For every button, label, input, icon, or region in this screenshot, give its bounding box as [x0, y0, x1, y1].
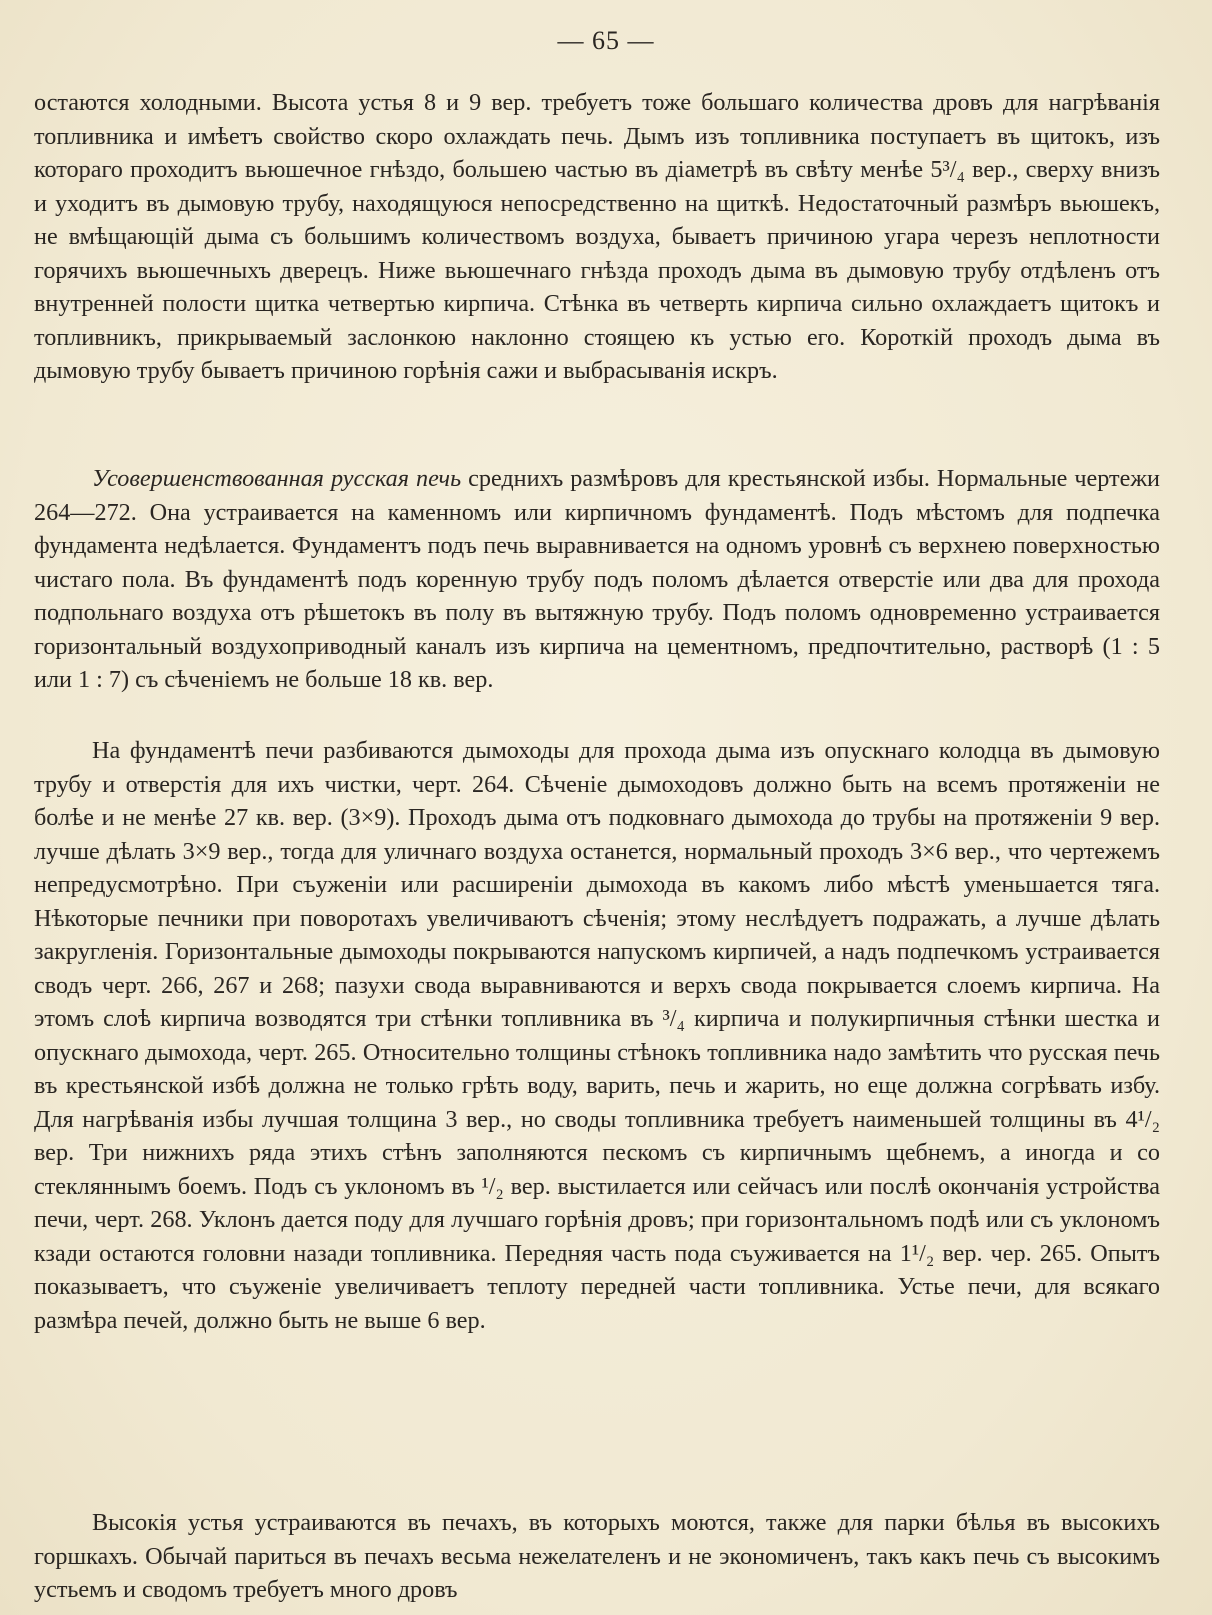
paragraph-text: среднихъ размѣровъ для крестьянской избы. Нормальные чертежи 264—272. Она устраивается на каменномъ или кирпичномъ фундаментѣ. Подъ мѣстомъ для подпечка фундамента недѣлается. Фундаментъ подъ печь выравнивается на одномъ уровнѣ съ верхнею поверхностью чистаго пола. Въ фундаментѣ подъ коренную трубу подъ поломъ дѣлается отверстіе или два для прохода подпольнаго воздуха отъ рѣшетокъ въ полу въ вытяжную трубу. Подъ поломъ одновременно устраивается горизонтальный воздухоприводный каналъ изъ кирпича на цементномъ, предпочтительно, растворѣ (1 : 5 или 1 : 7) съ сѣченіемъ не больше 18 кв. вер. [34, 465, 1160, 693]
paragraph-lead-italic: Усовершенствованная русская печь [92, 465, 462, 492]
paragraph-text: На фундаментѣ печи разбиваются дымоходы для прохода дыма изъ опускнаго колодца въ дымовую трубу и отверстія для ихъ чистки, черт. 264. Сѣченіе дымоходовъ должно быть на всемъ протяженіи не болѣе и не менѣе 27 кв. вер. (3×9). Проходъ дыма отъ подковнаго дымохода до трубы на протяженіи 9 вер. лучше дѣлать 3×9 вер., тогда для уличнаго воздуха останется, нормальный проходъ 3×6 вер., что чертежемъ непредусмотрѣно. При съуженіи или расширеніи дымохода въ какомъ либо мѣстѣ уменьшается тяга. Нѣкоторые печники при поворотахъ увеличиваютъ сѣченія; этому неслѣдуетъ подражать, а лучше дѣлать закругленія. Горизонтальные дымоходы покрываются напускомъ кирпичей, а надъ подпечкомъ устраивается сводъ черт. 266, 267 и 268; пазухи свода выравниваются и верхъ свода покрывается слоемъ кирпича. На этомъ слоѣ кирпича возводятся три стѣнки топливника въ ³/₄ кирпича и полукирпичныя стѣнки шестка и опускнаго дымохода, черт. 265. Относительно толщины стѣнокъ топливника надо замѣтить что русская печь въ крестьянской избѣ должна не только грѣть воду, варить, печь и жарить, но еще должна согрѣвать избу. Для нагрѣванія избы лучшая толщина 3 вер., но своды топливника требуетъ наименьшей толщины въ 4¹/₂ вер. Три нижнихъ ряда этихъ стѣнъ заполняются пескомъ съ кирпичнымъ щебнемъ, а иногда и со стекляннымъ боемъ. Подъ съ уклономъ въ ¹/₂ вер. выстилается или сейчасъ или послѣ окончанія устройства печи, черт. 268. Уклонъ дается поду для лучшаго горѣнія дровъ; при горизонтальномъ подѣ или съ уклономъ кзади остаются головни назади топливника. Передняя часть пода съуживается на 1¹/₂ вер. чер. 265. Опытъ показываетъ, что съуженіе увеличиваетъ теплоту передней части топливника. Устье печи, для всякаго размѣра печей, должно быть не выше 6 вер. [34, 737, 1160, 1334]
paragraph-text: Высокія устья устраиваются въ печахъ, въ которыхъ моются, также для парки бѣлья въ высокихъ горшкахъ. Обычай париться въ печахъ весьма нежелателенъ и не экономиченъ, такъ какъ печь съ высокимъ устьемъ и сводомъ требуетъ много дровъ [34, 1509, 1160, 1603]
paragraph-body [34, 462, 1160, 697]
paragraph-1 [34, 86, 1160, 388]
paragraph-text: остаются холодными. Высота устья 8 и 9 вер. требуетъ тоже большаго количества дровъ для нагрѣванія топливника и имѣетъ свойство скоро охлаждать печь. Дымъ изъ топливника поступаетъ въ щитокъ, изъ котораго проходитъ вьюшечное гнѣздо, большею частью въ діаметрѣ въ свѣту менѣе 5³/₄ вер., сверху внизъ и уходитъ въ дымовую трубу, находящуюся непосредственно на щиткѣ. Недостаточный размѣръ вьюшекъ, не вмѣщающій дыма съ большимъ количествомъ воздуха, бываетъ причиною угара черезъ неплотности горячихъ вьюшечныхъ дверецъ. Ниже вьюшечнаго гнѣзда проходъ дыма въ дымовую трубу отдѣленъ отъ внутренней полости щитка четвертью кирпича. Стѣнка въ четверть кирпича сильно охлаждаетъ щитокъ и топливникъ, прикрываемый заслонкою наклонно стоящею къ устью его. Короткій проходъ дыма въ дымовую трубу бываетъ причиною горѣнія сажи и выбрасыванія искръ. [34, 89, 1160, 384]
paragraph-4 [34, 1506, 1160, 1607]
paragraph-2 [34, 462, 1160, 697]
paragraph-3 [34, 734, 1160, 1337]
page-number: — 65 — [557, 26, 655, 55]
